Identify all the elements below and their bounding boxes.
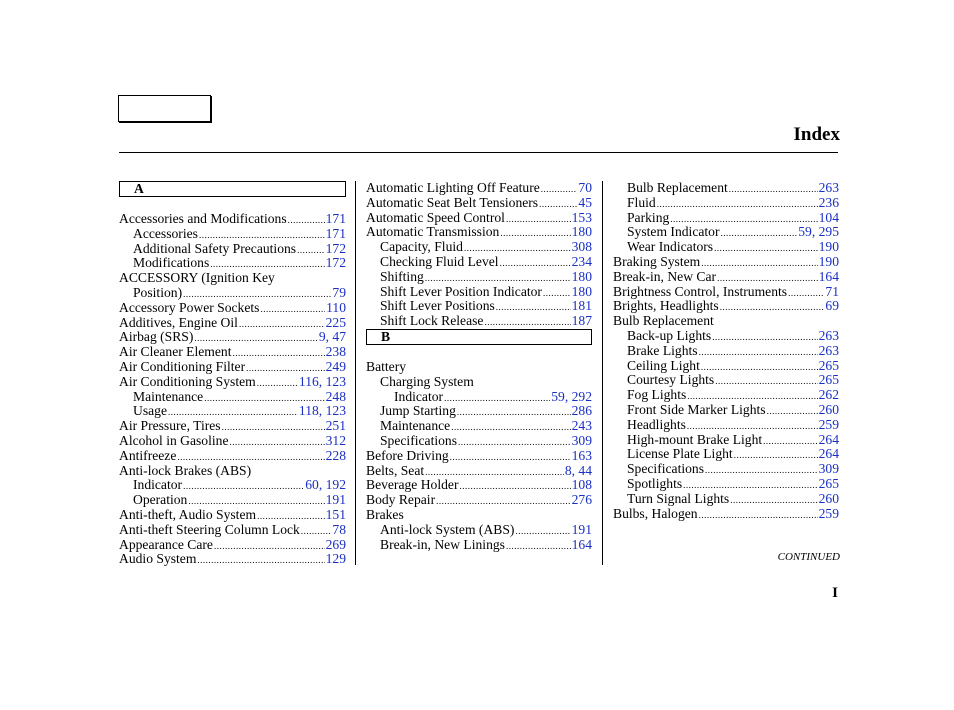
page-number: I	[832, 585, 838, 601]
entry-text: Parking	[627, 209, 670, 225]
page-reference-link[interactable]: 70	[578, 180, 592, 195]
page-reference-link[interactable]: 228	[325, 447, 346, 463]
index-entry	[366, 538, 592, 553]
dot-leader	[457, 405, 571, 420]
dot-leader	[721, 226, 798, 241]
entry-text: Antifreeze	[119, 447, 177, 463]
entry-text: Anti-lock System (ABS)	[380, 521, 515, 537]
index-entry	[366, 211, 592, 226]
dot-leader	[297, 243, 325, 258]
dot-leader	[730, 493, 817, 508]
index-entry	[613, 477, 839, 492]
dot-leader	[197, 553, 324, 568]
column-divider-2	[602, 181, 603, 565]
page-reference-link[interactable]: 190	[818, 239, 839, 255]
entry-text: Break-in, New Linings	[380, 536, 505, 552]
index-entry	[613, 447, 839, 462]
index-entry	[613, 181, 839, 196]
page-reference-link[interactable]: 108	[571, 477, 592, 493]
index-entry	[613, 255, 839, 270]
index-entry	[613, 507, 839, 522]
index-entry	[366, 360, 592, 375]
index-entry	[613, 329, 839, 344]
index-entry	[613, 314, 839, 329]
entry-text: Usage	[133, 403, 167, 419]
page-reference-link[interactable]: 263	[818, 342, 839, 358]
entry-text: High-mount Brake Light	[627, 431, 763, 447]
page-reference-link[interactable]: 265	[818, 372, 839, 388]
page-reference-link[interactable]: 180	[571, 268, 592, 284]
dot-leader	[500, 226, 570, 241]
dot-leader	[260, 302, 325, 317]
index-entry	[366, 225, 592, 240]
entry-text: Air Pressure, Tires	[119, 418, 221, 434]
entry-text: Automatic Seat Belt Tensioners	[366, 194, 539, 210]
page-reference-link[interactable]: 8, 44	[564, 462, 592, 478]
page-reference-link[interactable]: 265	[818, 357, 839, 373]
index-entry	[366, 464, 592, 479]
entry-text: Courtesy Lights	[627, 372, 715, 388]
page-reference-link[interactable]: 309	[818, 461, 839, 477]
entry-text: Capacity, Fluid	[380, 239, 463, 255]
section-gap	[366, 345, 592, 360]
entry-text: Wear Indicators	[627, 239, 714, 255]
index-entry	[119, 538, 346, 553]
entry-text: Jump Starting	[380, 403, 456, 419]
entry-text: Air Conditioning System	[119, 373, 256, 389]
page-reference-link[interactable]: 59, 295	[798, 224, 839, 240]
page-reference-link[interactable]: 180	[571, 224, 592, 240]
page-reference-link[interactable]: 164	[571, 536, 592, 552]
dot-leader	[230, 435, 325, 450]
page-reference-link[interactable]: 45	[578, 194, 592, 210]
dot-leader	[458, 435, 571, 450]
dot-leader	[436, 494, 571, 509]
index-entry	[613, 492, 839, 507]
page-reference-link[interactable]: 104	[818, 209, 839, 225]
page-reference-link[interactable]: 260	[818, 490, 839, 506]
page-reference-link[interactable]: 191	[571, 521, 592, 537]
entry-text: Accessory Power Sockets	[119, 299, 260, 315]
page-reference-link[interactable]: 151	[325, 506, 346, 522]
index-entry	[613, 196, 839, 211]
dot-leader	[701, 256, 817, 271]
page-reference-link[interactable]: 118, 123	[298, 403, 346, 419]
dot-leader	[699, 508, 818, 523]
page-reference-link[interactable]: 251	[325, 418, 346, 434]
index-entry	[119, 508, 346, 523]
entry-text: Brights, Headlights	[613, 298, 719, 314]
entry-text: Braking System	[613, 253, 701, 269]
entry-text: System Indicator	[627, 224, 720, 240]
index-entry	[613, 373, 839, 388]
index-entry	[613, 299, 839, 314]
page-reference-link[interactable]: 309	[571, 432, 592, 448]
page-reference-link[interactable]: 180	[571, 283, 592, 299]
page-reference-link[interactable]: 263	[818, 180, 839, 195]
page-reference-link[interactable]: 60, 192	[305, 477, 346, 493]
section-tab-box	[118, 95, 211, 122]
dot-leader	[767, 404, 818, 419]
index-entry	[119, 242, 346, 257]
dot-leader	[705, 463, 818, 478]
index-entry	[119, 227, 346, 242]
index-entry	[119, 404, 346, 419]
page-reference-link[interactable]: 129	[325, 551, 346, 567]
page-reference-link[interactable]: 172	[325, 240, 346, 256]
entry-text: Fluid	[627, 194, 656, 210]
entry-text: Shifting	[380, 268, 424, 284]
entry-text: Maintenance	[133, 388, 204, 404]
dot-leader	[222, 420, 325, 435]
index-entry	[119, 523, 346, 538]
entry-text: Position)	[133, 284, 183, 300]
dot-leader	[214, 539, 325, 554]
index-entry	[366, 493, 592, 508]
index-entry	[613, 403, 839, 418]
page-reference-link[interactable]: 249	[325, 358, 346, 374]
entry-text: Checking Fluid Level	[380, 253, 499, 269]
index-entry	[366, 240, 592, 255]
dot-leader	[715, 374, 817, 389]
page-reference-link[interactable]: 312	[325, 432, 346, 448]
entry-text: Accessories and Modifications	[119, 211, 287, 226]
dot-leader	[788, 286, 824, 301]
page-reference-link[interactable]: 110	[326, 299, 346, 315]
entry-text: Specifications	[380, 432, 458, 448]
index-entry	[366, 434, 592, 449]
entry-text: Indicator	[133, 477, 183, 493]
entry-text: License Plate Light	[627, 446, 733, 462]
index-entry	[366, 390, 592, 405]
page-reference-link[interactable]: 263	[818, 327, 839, 343]
index-entry	[119, 552, 346, 567]
dot-leader	[183, 479, 304, 494]
dot-leader	[232, 346, 324, 361]
entry-text: ACCESSORY (Ignition Key	[119, 270, 275, 286]
entry-text: Modifications	[133, 255, 210, 271]
entry-text: Automatic Transmission	[366, 224, 500, 240]
page-reference-link[interactable]: 243	[571, 418, 592, 434]
index-column-2	[366, 181, 592, 552]
entry-text: Air Cleaner Element	[119, 344, 232, 360]
dot-leader	[657, 197, 818, 212]
index-entry	[366, 404, 592, 419]
entry-text: Front Side Marker Lights	[627, 401, 766, 417]
index-entry	[366, 523, 592, 538]
index-entry	[366, 255, 592, 270]
dot-leader	[484, 315, 570, 330]
page-reference-link[interactable]: 190	[818, 253, 839, 269]
entry-text: Airbag (SRS)	[119, 329, 194, 345]
dot-leader	[450, 450, 571, 465]
index-entry	[366, 419, 592, 434]
index-entry	[613, 270, 839, 285]
page-reference-link[interactable]: 153	[571, 209, 592, 225]
dot-leader	[506, 539, 571, 554]
entry-text: Operation	[133, 492, 188, 508]
page-reference-link[interactable]: 262	[818, 387, 839, 403]
entry-text: Specifications	[627, 461, 705, 477]
dot-leader	[729, 182, 818, 197]
page-reference-link[interactable]: 260	[818, 401, 839, 417]
title-rule	[119, 152, 838, 153]
dot-leader	[701, 360, 818, 375]
entry-text: Shift Lock Release	[380, 313, 484, 329]
index-entry	[366, 508, 592, 523]
index-entry	[119, 271, 346, 286]
entry-text: Accessories	[133, 225, 198, 241]
index-entry	[119, 449, 346, 464]
index-entry	[613, 211, 839, 226]
dot-leader	[699, 345, 818, 360]
page-reference-link[interactable]: 171	[325, 225, 346, 241]
section-header: B	[366, 329, 592, 345]
page-reference-link[interactable]: 171	[325, 211, 346, 226]
dot-leader	[257, 376, 298, 391]
page-reference-link[interactable]: 71	[825, 283, 839, 299]
index-entry	[119, 375, 346, 390]
entry-text: Beverage Holder	[366, 477, 459, 493]
index-entry	[613, 388, 839, 403]
entry-text: Before Driving	[366, 447, 449, 463]
dot-leader	[712, 330, 817, 345]
entry-text: Brakes	[366, 506, 404, 522]
entry-text: Brake Lights	[627, 342, 698, 358]
dot-leader	[543, 286, 571, 301]
index-entry	[613, 240, 839, 255]
dot-leader	[239, 317, 325, 332]
page-reference-link[interactable]: 116, 123	[298, 373, 346, 389]
index-entry	[119, 478, 346, 493]
index-entry	[119, 345, 346, 360]
entry-text: Ceiling Light	[627, 357, 700, 373]
index-entry	[366, 270, 592, 285]
entry-text: Automatic Lighting Off Feature	[366, 180, 540, 195]
page-reference-link[interactable]: 276	[571, 492, 592, 508]
index-entry	[366, 449, 592, 464]
index-entry	[119, 256, 346, 271]
index-entry	[119, 464, 346, 479]
index-entry	[366, 181, 592, 196]
dot-leader	[496, 300, 571, 315]
page-reference-link[interactable]: 264	[818, 431, 839, 447]
dot-leader	[720, 300, 825, 315]
entry-text: Audio System	[119, 551, 197, 567]
page-reference-link[interactable]: 187	[571, 313, 592, 329]
continued-note: CONTINUED	[777, 551, 840, 563]
entry-text: Anti-theft Steering Column Lock	[119, 521, 300, 537]
page-title: Index	[793, 124, 840, 145]
index-entry	[119, 434, 346, 449]
index-entry	[119, 390, 346, 405]
index-entry	[119, 493, 346, 508]
entry-text: Bulb Replacement	[613, 313, 714, 329]
dot-leader	[763, 434, 817, 449]
page-reference-link[interactable]: 9, 47	[318, 329, 346, 345]
section-gap	[119, 197, 346, 212]
entry-text: Brightness Control, Instruments	[613, 283, 788, 299]
page-reference-link[interactable]: 308	[571, 239, 592, 255]
entry-text: Maintenance	[380, 418, 451, 434]
entry-text: Additional Safety Precautions	[133, 240, 297, 256]
page-reference-link[interactable]: 59, 292	[551, 388, 592, 404]
index-entry	[613, 285, 839, 300]
dot-leader	[444, 391, 550, 406]
dot-leader	[515, 524, 570, 539]
entry-text: Anti-lock Brakes (ABS)	[119, 462, 252, 478]
entry-text: Air Conditioning Filter	[119, 358, 246, 374]
index-entry	[613, 225, 839, 240]
index-entry	[119, 286, 346, 301]
page-reference-link[interactable]: 69	[825, 298, 839, 314]
index-entry	[119, 360, 346, 375]
index-entry	[613, 359, 839, 374]
index-entry	[613, 418, 839, 433]
entry-text: Battery	[366, 358, 407, 374]
entry-text: Break-in, New Car	[613, 268, 717, 284]
index-entry	[613, 433, 839, 448]
page-reference-link[interactable]: 78	[332, 521, 346, 537]
dot-leader	[459, 479, 570, 494]
index-entry	[119, 330, 346, 345]
index-entry	[119, 301, 346, 316]
column-divider-1	[355, 181, 356, 565]
page-reference-link[interactable]: 225	[325, 314, 346, 330]
page-reference-link[interactable]: 163	[571, 447, 592, 463]
dot-leader	[500, 256, 571, 271]
entry-text: Back-up Lights	[627, 327, 712, 343]
index-entry	[613, 462, 839, 477]
page-reference-link[interactable]: 236	[818, 194, 839, 210]
index-column-1	[119, 181, 346, 567]
page-reference-link[interactable]: 234	[571, 253, 592, 269]
dot-leader	[288, 213, 325, 228]
page-reference-link[interactable]: 269	[325, 536, 346, 552]
dot-leader	[506, 212, 571, 227]
entry-text: Shift Lever Positions	[380, 298, 495, 314]
index-entry	[119, 419, 346, 434]
entry-text: Alcohol in Gasoline	[119, 432, 229, 448]
page-reference-link[interactable]: 172	[325, 255, 346, 271]
entry-text: Spotlights	[627, 475, 683, 491]
entry-text: Anti-theft, Audio System	[119, 506, 257, 522]
entry-text: Headlights	[627, 416, 686, 432]
index-entry	[366, 314, 592, 329]
page-reference-link[interactable]: 259	[818, 505, 839, 521]
index-entry	[366, 285, 592, 300]
page-reference-link[interactable]: 181	[571, 298, 592, 314]
index-entry	[366, 478, 592, 493]
page-reference-link[interactable]: 286	[571, 403, 592, 419]
page-reference-link[interactable]: 164	[818, 268, 839, 284]
page-reference-link[interactable]: 79	[332, 284, 346, 300]
dot-leader	[541, 182, 578, 197]
entry-text: Charging System	[380, 373, 474, 389]
section-header: A	[119, 181, 346, 197]
dot-leader	[714, 241, 818, 256]
entry-text: Belts, Seat	[366, 462, 425, 478]
index-entry	[366, 299, 592, 314]
page-reference-link[interactable]: 265	[818, 475, 839, 491]
page-reference-link[interactable]: 238	[325, 344, 346, 360]
page-reference-link[interactable]: 264	[818, 446, 839, 462]
entry-text: Additives, Engine Oil	[119, 314, 238, 330]
dot-leader	[451, 420, 570, 435]
index-entry	[366, 375, 592, 390]
entry-text: Body Repair	[366, 492, 436, 508]
entry-text: Shift Lever Position Indicator	[380, 283, 542, 299]
index-entry	[119, 212, 346, 227]
index-column-3	[613, 181, 839, 521]
entry-text: Bulb Replacement	[627, 180, 728, 195]
index-entry	[613, 344, 839, 359]
index-entry	[366, 196, 592, 211]
entry-text: Fog Lights	[627, 387, 687, 403]
entry-text: Indicator	[394, 388, 444, 404]
dot-leader	[734, 448, 818, 463]
entry-text: Bulbs, Halogen	[613, 505, 698, 521]
page-reference-link[interactable]: 259	[818, 416, 839, 432]
page-reference-link[interactable]: 248	[325, 388, 346, 404]
index-entry	[119, 316, 346, 331]
entry-text: Turn Signal Lights	[627, 490, 730, 506]
entry-text: Automatic Speed Control	[366, 209, 505, 225]
entry-text: Appearance Care	[119, 536, 213, 552]
page-reference-link[interactable]: 191	[325, 492, 346, 508]
